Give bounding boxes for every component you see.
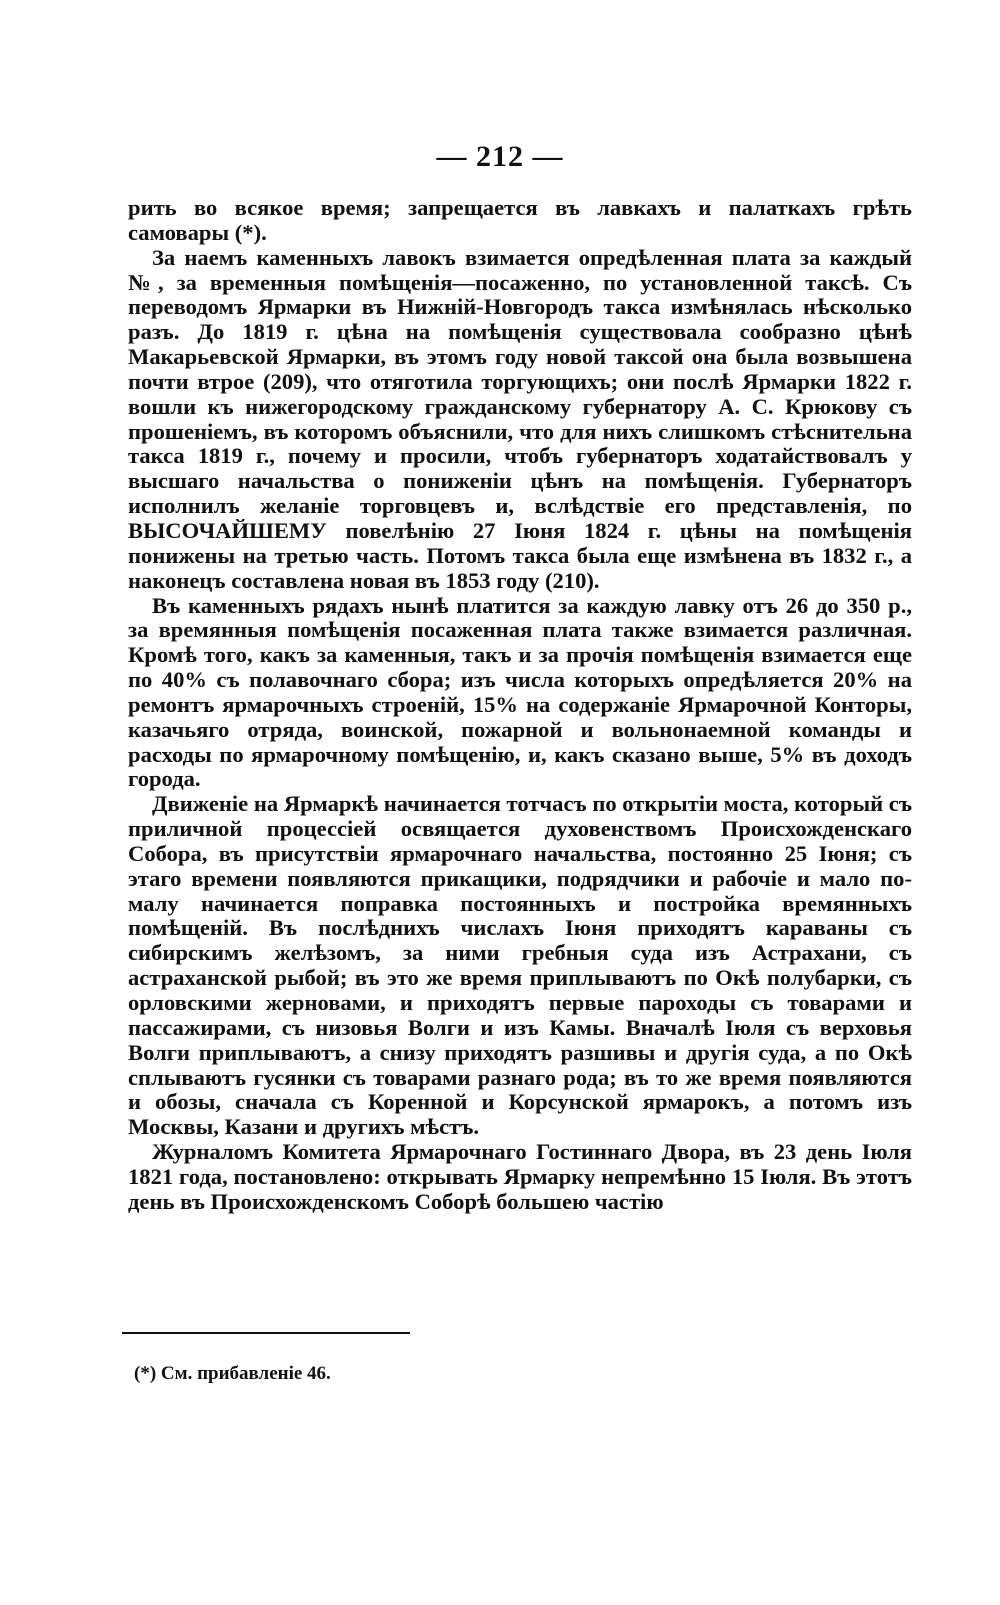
page-number: — 212 — xyxy=(436,140,564,173)
body-text xyxy=(128,196,912,1215)
footnote-divider xyxy=(122,1332,410,1334)
paragraph-2: За наемъ каменныхъ лавокъ взимается опредѣленная плата за каждый №, за временныя помѣщенія—посаженно, по установленной таксѣ. Съ переводомъ Ярмарки въ Нижній-Новгородъ такса измѣнялась нѣсколько разъ. До 1819 г. цѣна на помѣщенія существовала сообразно цѣнѣ Макарьевской Ярмарки, въ этомъ году новой таксой она была возвышена почти втрое (209), что отяготила торгующихъ; они послѣ Ярмарки 1822 г. вошли къ нижегородскому гражданскому губернатору А. С. Крюкову съ прошеніемъ, въ которомъ объяснили, что для нихъ слишкомъ стѣснительна такса 1819 г., почему и просили, чтобъ губернаторъ ходатайствовалъ у высшаго начальства о пониженіи цѣнъ на помѣщенія. Губернаторъ исполнилъ желаніе торговцевъ и, вслѣдствіе его представленія, по ВЫСОЧАЙШЕМУ повелѣнію 27 Іюня 1824 г. цѣны на помѣщенія понижены на третью часть. Потомъ такса была еще измѣнена въ 1832 г., а наконецъ составлена новая въ 1853 году (210). xyxy=(128,244,912,593)
paragraph-1: рить во всякое время; запрещается въ лавкахъ и палаткахъ грѣть самовары (*). xyxy=(128,195,912,245)
paragraph-4: Движеніе на Ярмаркѣ начинается тотчасъ по открытіи моста, который съ приличной процессіей освящается духовенствомъ Происхожденскаго Собора, въ присутствіи ярмарочнаго начальства, постоянно 25 Іюня; съ этаго времени появляются прикащики, подрядчики и рабочіе и мало по-малу начинается поправка постоянныхъ и постройка времянныхъ помѣщеній. Въ послѣднихъ числахъ Іюня приходятъ караваны съ сибирскимъ желѣзомъ, за ними гребныя суда изъ Астрахани, съ астраханской рыбой; въ это же время приплываютъ по Окѣ полубарки, съ орловскими жерновами, и приходятъ первые пароходы съ товарами и пассажирами, съ низовья Волги и изъ Камы. Вначалѣ Іюля съ верховья Волги приплываютъ, а снизу приходятъ разшивы и другія суда, а по Окѣ сплываютъ гусянки съ товарами разнаго рода; въ то же время появляются и обозы, сначала съ Коренной и Корсунской ярмарокъ, а потомъ изъ Москвы, Казани и другихъ мѣстъ. xyxy=(128,791,912,1140)
footnote: (*) См. прибавленіе 46. xyxy=(134,1363,331,1384)
paragraph-3: Въ каменныхъ рядахъ нынѣ платится за каждую лавку отъ 26 до 350 р., за времянныя помѣщенія посаженная плата также взимается различная. Кромѣ того, какъ за каменныя, такъ и за прочія помѣщенія взимается еще по 40% съ полавочнаго сбора; изъ числа которыхъ опредѣляется 20% на ремонтъ ярмарочныхъ строеній, 15% на содержаніе Ярмарочной Конторы, казачьяго отряда, воинской, пожарной и вольнонаемной команды и расходы по ярмарочному помѣщенію, и, какъ сказано выше, 5% въ доходъ города. xyxy=(128,592,912,792)
paragraph-5: Журналомъ Комитета Ярмарочнаго Гостиннаго Двора, въ 23 день Іюля 1821 года, постановлено: открывать Ярмарку непремѣнно 15 Іюля. Въ этотъ день въ Происхожденскомъ Соборѣ большею частію xyxy=(128,1139,912,1214)
